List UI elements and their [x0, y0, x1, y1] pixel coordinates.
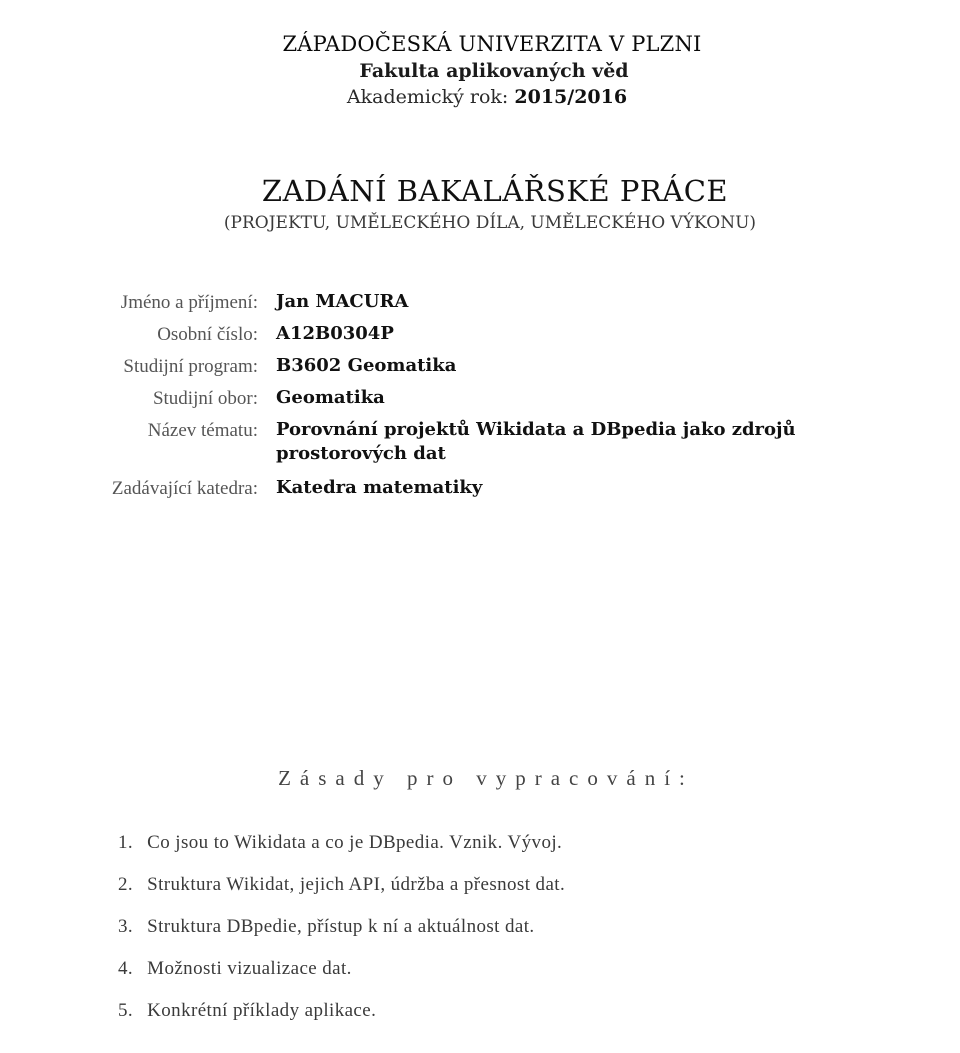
document-subtitle: (PROJEKTU, UMĚLECKÉHO DÍLA, UMĚLECKÉHO VÝKONU) — [223, 213, 757, 233]
info-row-personal-number — [0, 322, 960, 354]
info-value: Porovnání projektů Wikidata a DBpedia jako zdrojů prostorových dat — [276, 419, 796, 464]
info-value: Katedra matematiky — [276, 477, 483, 498]
list-item-text: Struktura DBpedie, přístup k ní a aktuálnost dat. — [147, 916, 535, 937]
guidelines-list — [118, 826, 898, 1036]
list-item-text: Struktura Wikidat, jejich API, údržba a přesnost dat. — [147, 874, 566, 895]
info-value: Geomatika — [276, 387, 385, 408]
title-block — [0, 172, 960, 236]
info-row-topic — [0, 418, 960, 476]
list-item-number: 4. — [118, 958, 134, 979]
info-label: Jméno a příjmení: — [120, 292, 258, 313]
list-item-number: 1. — [118, 832, 134, 853]
list-item — [118, 994, 898, 1036]
academic-year — [14, 84, 960, 110]
document-header — [0, 30, 960, 110]
guidelines-heading: Zásady pro vypracování: — [278, 766, 694, 790]
info-label: Zadávající katedra: — [111, 478, 258, 499]
info-row-study-program — [0, 354, 960, 386]
list-item-number: 2. — [118, 874, 134, 895]
document-title: ZADÁNÍ BAKALÁŘSKÉ PRÁCE — [261, 174, 729, 208]
list-item-text: Konkrétní příklady aplikace. — [147, 1000, 377, 1021]
list-item — [118, 910, 898, 952]
info-value: B3602 Geomatika — [276, 355, 457, 376]
info-value: Jan MACURA — [276, 291, 409, 312]
list-item — [118, 868, 898, 910]
info-label: Název tématu: — [147, 420, 258, 441]
list-item-text: Možnosti vizualizace dat. — [147, 958, 352, 979]
university-name: ZÁPADOČESKÁ UNIVERZITA V PLZNI — [282, 32, 702, 56]
list-item — [118, 952, 898, 994]
list-item-text: Co jsou to Wikidata a co je DBpedia. Vznik. Vývoj. — [147, 832, 563, 853]
list-item-number: 3. — [118, 916, 134, 937]
info-label: Studijní obor: — [152, 388, 258, 409]
info-value: A12B0304P — [276, 323, 394, 344]
list-item — [118, 826, 898, 868]
academic-year-value: 2015/2016 — [514, 86, 628, 108]
faculty-name: Fakulta aplikovaných věd — [359, 60, 629, 82]
info-row-department — [0, 476, 960, 508]
academic-year-label: Akademický rok: — [346, 86, 509, 108]
info-row-study-field — [0, 386, 960, 418]
list-item-number: 5. — [118, 1000, 134, 1021]
info-row-name — [0, 290, 960, 322]
info-label: Studijní program: — [123, 356, 258, 377]
student-info — [0, 290, 960, 508]
info-label: Osobní číslo: — [157, 324, 258, 345]
